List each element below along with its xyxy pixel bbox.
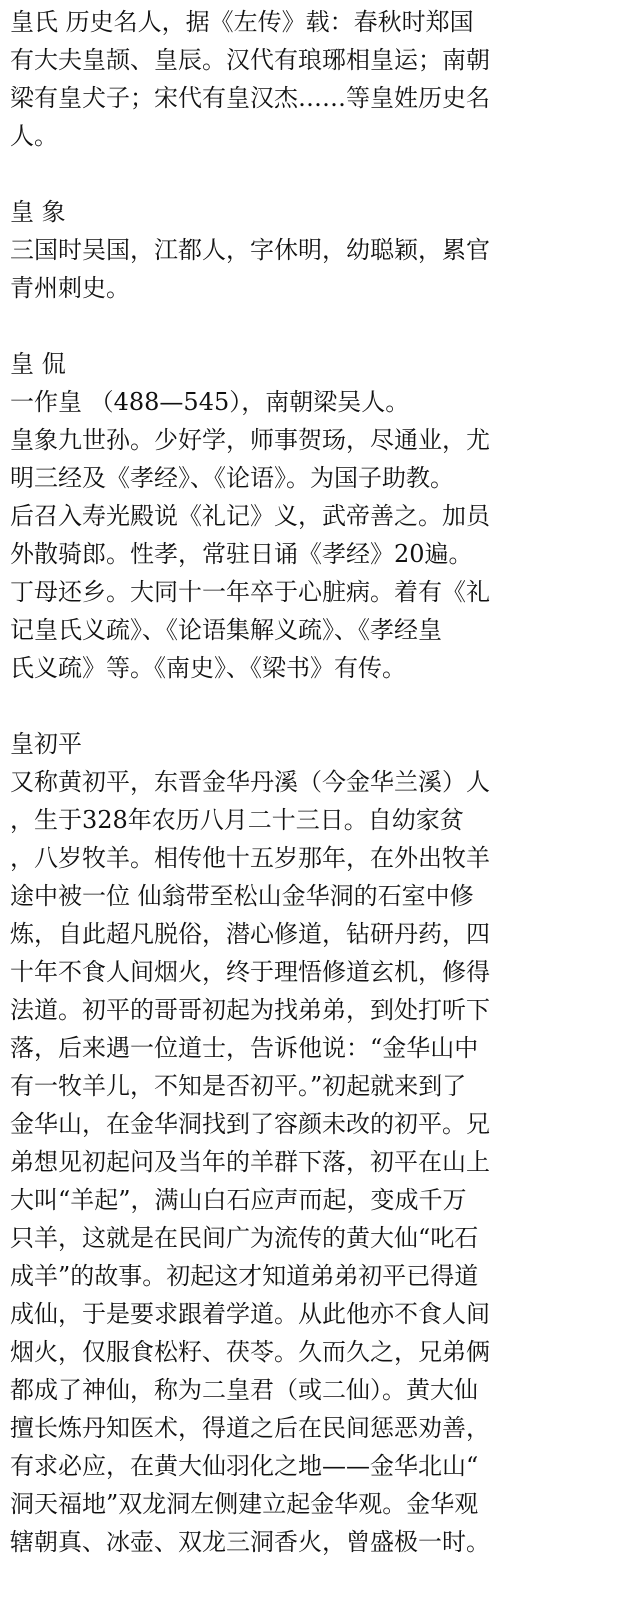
- text-line: 大叫“羊起”，满山白石应声而起，变成千万: [10, 1186, 467, 1214]
- text-line: 又称黄初平，东晋金华丹溪（今金华兰溪）人: [10, 768, 490, 796]
- text-line: 记皇氏义疏》、《论语集解义疏》、《孝经皇: [10, 616, 442, 644]
- text-line: 都成了神仙，称为二皇君（或二仙）。黄大仙: [10, 1376, 478, 1404]
- text-line: ，生于328年农历八月二十三日。自幼家贫: [10, 806, 464, 834]
- text-line: 落，后来遇一位道士，告诉他说：“金华山中: [10, 1034, 479, 1062]
- section-heading: 皇 象: [10, 198, 66, 226]
- text-line: 辖朝真、冰壶、双龙三洞香火，曾盛极一时。: [10, 1528, 490, 1556]
- text-line: 成羊”的故事。初起这才知道弟弟初平已得道: [10, 1262, 479, 1290]
- text-line: 只羊，这就是在民间广为流传的黄大仙“叱石: [10, 1224, 479, 1252]
- text-line: 有一牧羊儿，不知是否初平。”初起就来到了: [10, 1072, 467, 1100]
- text-line: 皇氏 历史名人，据《左传》载：春秋时郑国: [10, 8, 474, 36]
- text-line: 一作皇 （488—545），南朝梁吴人。: [10, 388, 410, 416]
- text-line: 途中被一位 仙翁带至松山金华洞的石室中修: [10, 882, 474, 910]
- text-line: 氏义疏》等。《南史》、《梁书》有传。: [10, 654, 406, 682]
- text-line: 三国时吴国，江都人，字休明，幼聪颖，累官: [10, 236, 490, 264]
- text-line: 金华山，在金华洞找到了容颜未改的初平。兄: [10, 1110, 490, 1138]
- text-line: 擅长炼丹知医术，得道之后在民间惩恶劝善，: [10, 1414, 490, 1442]
- text-line: 十年不食人间烟火，终于理悟修道玄机，修得: [10, 958, 490, 986]
- text-line: 青州刺史。: [10, 274, 130, 302]
- text-line: 外散骑郎。性孝，常驻日诵《孝经》20遍。: [10, 540, 473, 568]
- section-heading: 皇初平: [10, 730, 82, 758]
- text-line: 明三经及《孝经》、《论语》。为国子助教。: [10, 464, 454, 492]
- text-line: 烟火，仅服食松籽、茯苓。久而久之，兄弟俩: [10, 1338, 490, 1366]
- text-line: 梁有皇犬子；宋代有皇汉杰……等皇姓历史名: [10, 84, 490, 112]
- text-line: 洞天福地”双龙洞左侧建立起金华观。金华观: [10, 1490, 479, 1518]
- text-line: 有求必应，在黄大仙羽化之地——金华北山“: [10, 1452, 479, 1480]
- text-line: 炼，自此超凡脱俗，潜心修道，钻研丹药，四: [10, 920, 490, 948]
- section-heading: 皇 侃: [10, 350, 66, 378]
- text-line: 后召入寿光殿说《礼记》义，武帝善之。加员: [10, 502, 490, 530]
- text-line: 成仙，于是要求跟着学道。从此他亦不食人间: [10, 1300, 490, 1328]
- text-line: ，八岁牧羊。相传他十五岁那年，在外出牧羊: [10, 844, 490, 872]
- text-line: 有大夫皇颉、皇辰。汉代有琅琊相皇运；南朝: [10, 46, 490, 74]
- text-line: 丁母还乡。大同十一年卒于心脏病。着有《礼: [10, 578, 490, 606]
- text-line: 皇象九世孙。少好学，师事贺玚，尽通业，尤: [10, 426, 490, 454]
- text-line: 人。: [10, 122, 58, 150]
- text-line: 弟想见初起问及当年的羊群下落，初平在山上: [10, 1148, 490, 1176]
- text-line: 法道。初平的哥哥初起为找弟弟，到处打听下: [10, 996, 490, 1024]
